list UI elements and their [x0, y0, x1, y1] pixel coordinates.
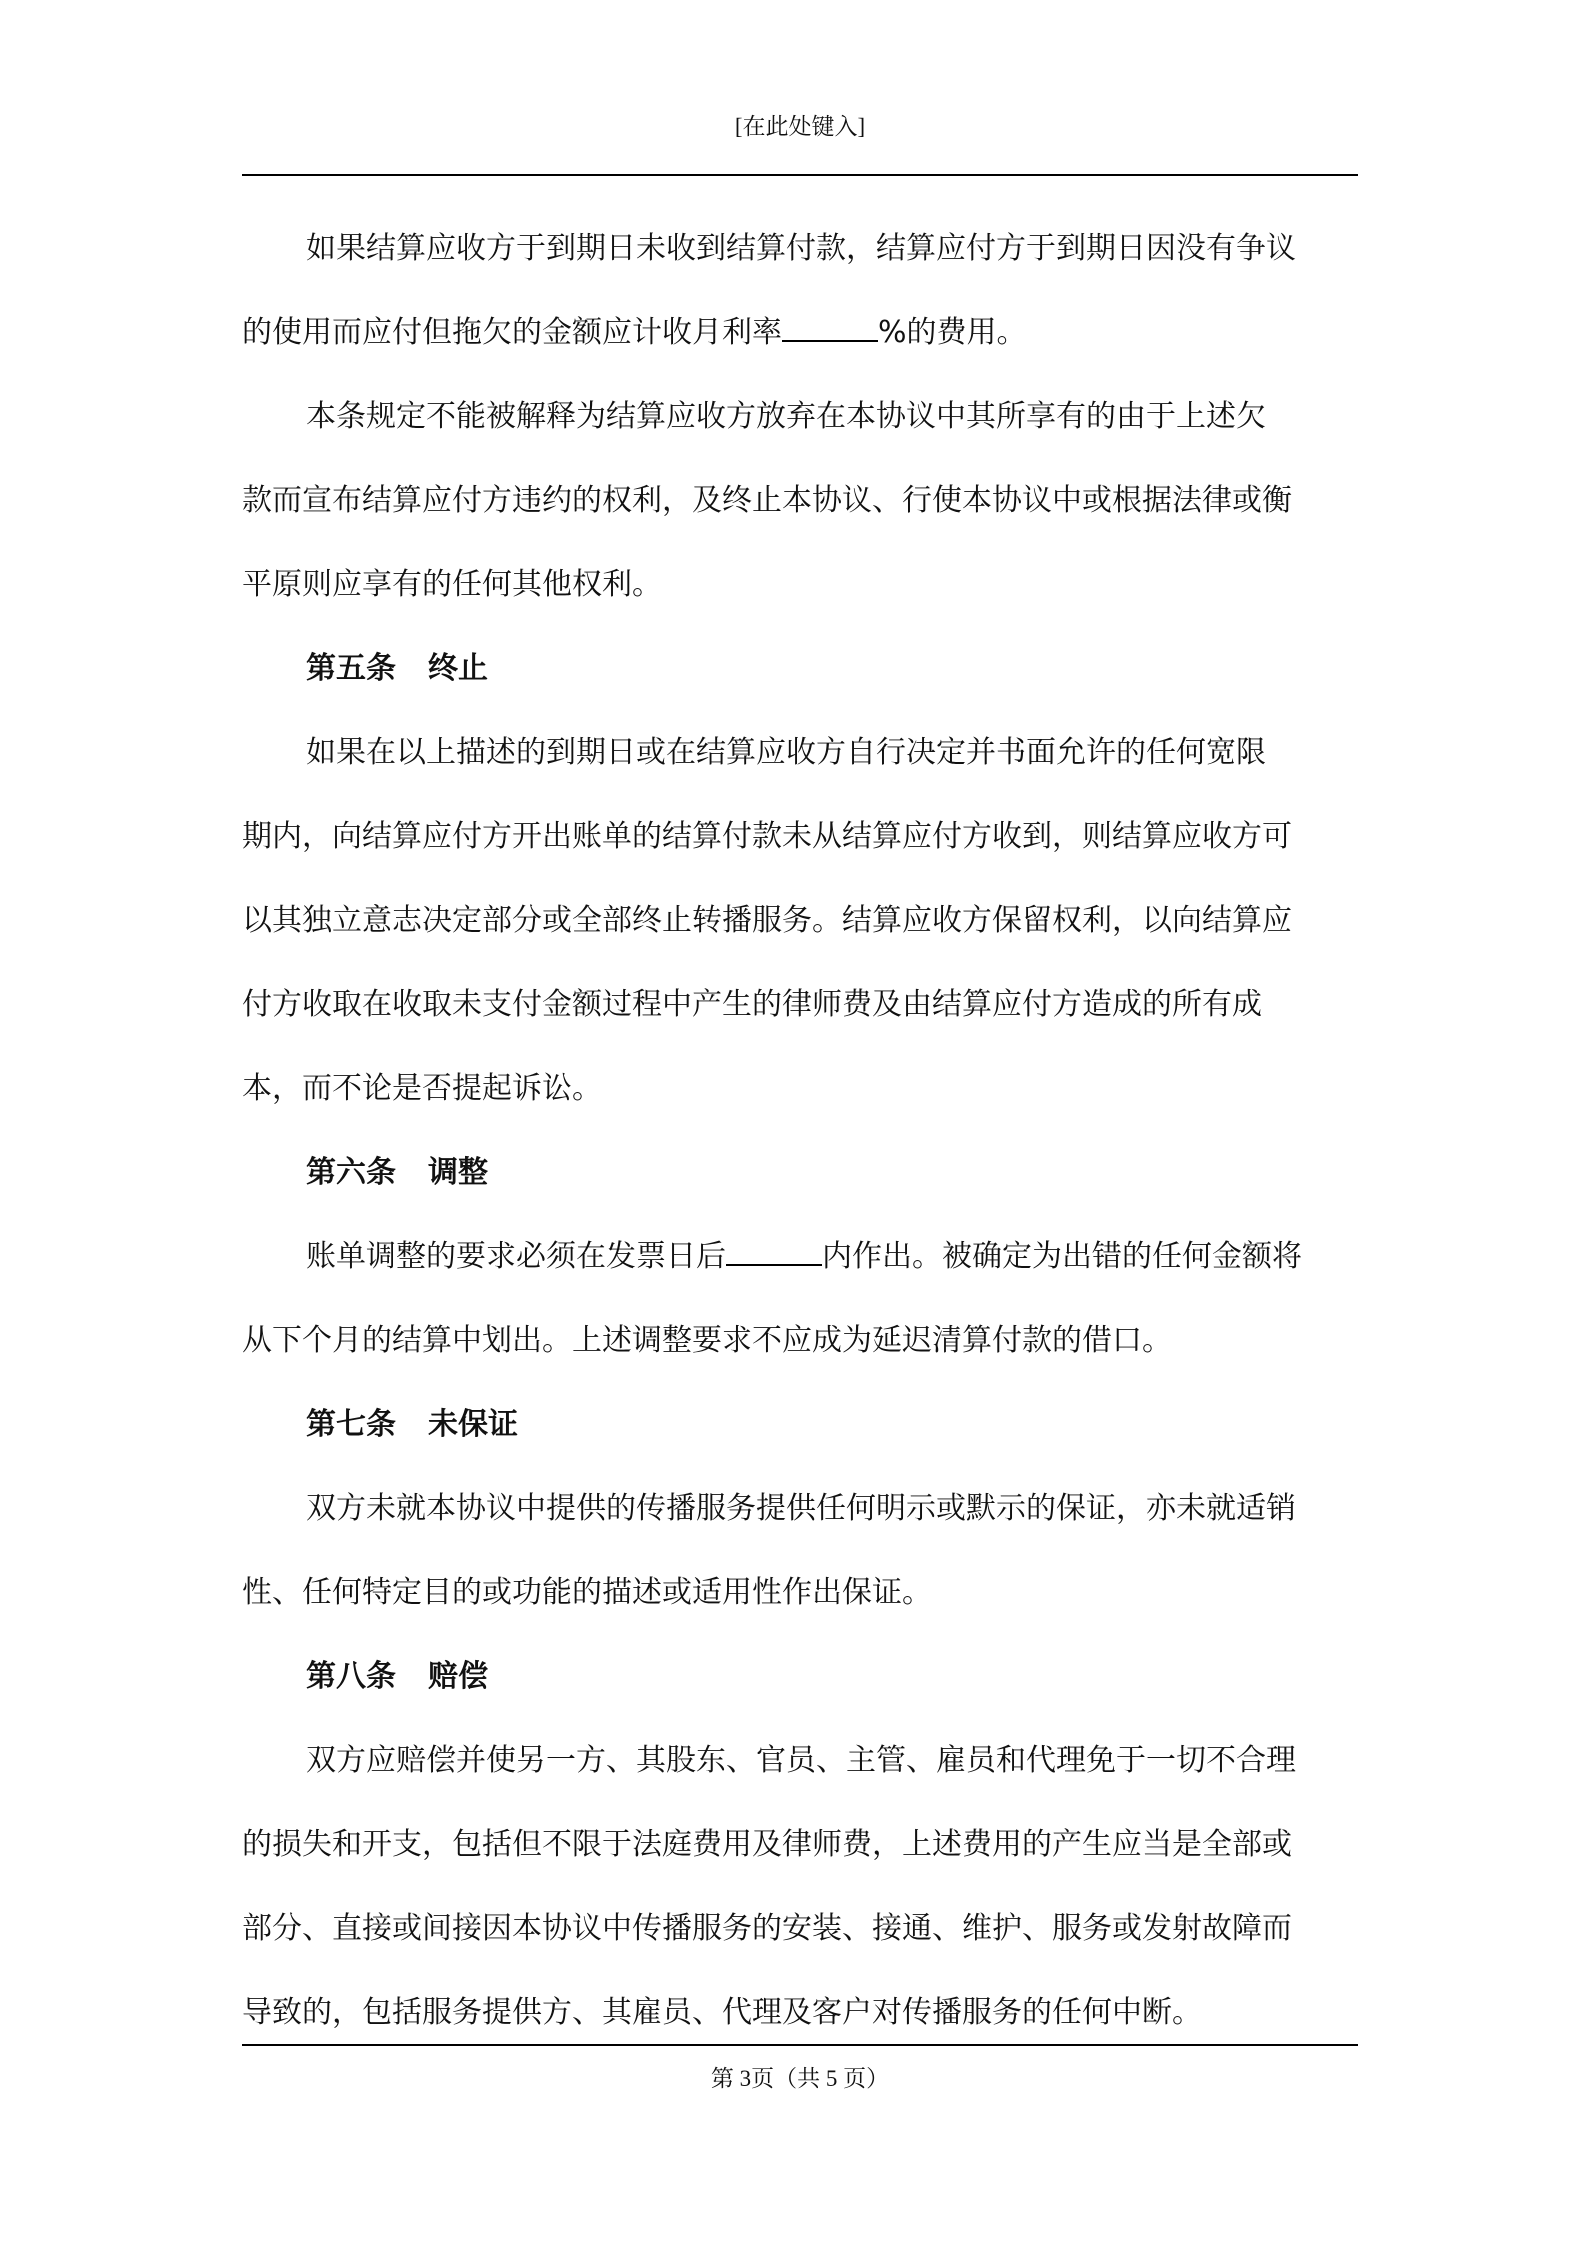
paragraph-line: 性、任何特定目的或功能的描述或适用性作出保证。 — [242, 1575, 932, 1610]
line-text: %的费用。 — [878, 315, 1027, 350]
article-number: 第六条 — [306, 1155, 396, 1190]
paragraph-line: 以其独立意志决定部分或全部终止转播服务。结算应收方保留权利，以向结算应 — [242, 903, 1292, 938]
paragraph-line: 双方应赔偿并使另一方、其股东、官员、主管、雇员和代理免于一切不合理 — [306, 1743, 1296, 1778]
paragraph-late-interest — [242, 207, 1358, 375]
monthly-rate-blank — [782, 312, 878, 342]
footer-divider — [242, 2044, 1358, 2046]
paragraph-line: 部分、直接或间接因本协议中传播服务的安装、接通、维护、服务或发射故障而 — [242, 1911, 1292, 1946]
article-number: 第五条 — [306, 651, 396, 686]
line-text: 的使用而应付但拖欠的金额应计收月利率 — [242, 315, 782, 350]
article-title: 赔偿 — [428, 1659, 488, 1694]
line-text: 账单调整的要求必须在发票日后 — [306, 1239, 726, 1274]
article-title: 未保证 — [428, 1407, 518, 1442]
article-number: 第八条 — [306, 1659, 396, 1694]
paragraph-line: 如果在以上描述的到期日或在结算应收方自行决定并书面允许的任何宽限 — [306, 735, 1266, 770]
article-title: 终止 — [428, 651, 488, 686]
paragraph-line — [242, 1215, 1358, 1299]
article-7-heading — [242, 1383, 1358, 1467]
article-number: 第七条 — [306, 1407, 396, 1442]
paragraph-no-warranty — [242, 1467, 1358, 1635]
paragraph-line: 本条规定不能被解释为结算应收方放弃在本协议中其所享有的由于上述欠 — [306, 399, 1266, 434]
document-body — [242, 207, 1358, 2055]
article-6-heading — [242, 1131, 1358, 1215]
paragraph-line: 期内，向结算应付方开出账单的结算付款未从结算应付方收到，则结算应收方可 — [242, 819, 1292, 854]
paragraph-line: 平原则应享有的任何其他权利。 — [242, 567, 662, 602]
paragraph-line: 的损失和开支，包括但不限于法庭费用及律师费，上述费用的产生应当是全部或 — [242, 1827, 1292, 1862]
paragraph-line: 如果结算应收方于到期日未收到结算付款，结算应付方于到期日因没有争议 — [306, 231, 1296, 266]
paragraph-line: 本，而不论是否提起诉讼。 — [242, 1071, 602, 1106]
line-text: 内作出。被确定为出错的任何金额将 — [822, 1239, 1302, 1274]
paragraph-line: 款而宣布结算应付方违约的权利，及终止本协议、行使本协议中或根据法律或衡 — [242, 483, 1292, 518]
paragraph-line — [242, 291, 1358, 375]
header-divider — [242, 174, 1358, 176]
page-header: [在此处键入] — [734, 114, 866, 139]
days-blank — [726, 1236, 822, 1266]
paragraph-indemnity — [242, 1719, 1358, 2055]
article-8-heading — [242, 1635, 1358, 1719]
paragraph-line: 导致的，包括服务提供方、其雇员、代理及客户对传播服务的任何中断。 — [242, 1995, 1202, 2030]
article-title: 调整 — [428, 1155, 488, 1190]
paragraph-line: 付方收取在收取未支付金额过程中产生的律师费及由结算应付方造成的所有成 — [242, 987, 1262, 1022]
article-5-heading — [242, 627, 1358, 711]
paragraph-adjustment — [242, 1215, 1358, 1383]
paragraph-line: 双方未就本协议中提供的传播服务提供任何明示或默示的保证，亦未就适销 — [306, 1491, 1296, 1526]
paragraph-line: 从下个月的结算中划出。上述调整要求不应成为延迟清算付款的借口。 — [242, 1323, 1172, 1358]
paragraph-no-waiver — [242, 375, 1358, 627]
page-number-footer: 第 3页（共 5 页） — [710, 2066, 890, 2091]
paragraph-termination — [242, 711, 1358, 1131]
